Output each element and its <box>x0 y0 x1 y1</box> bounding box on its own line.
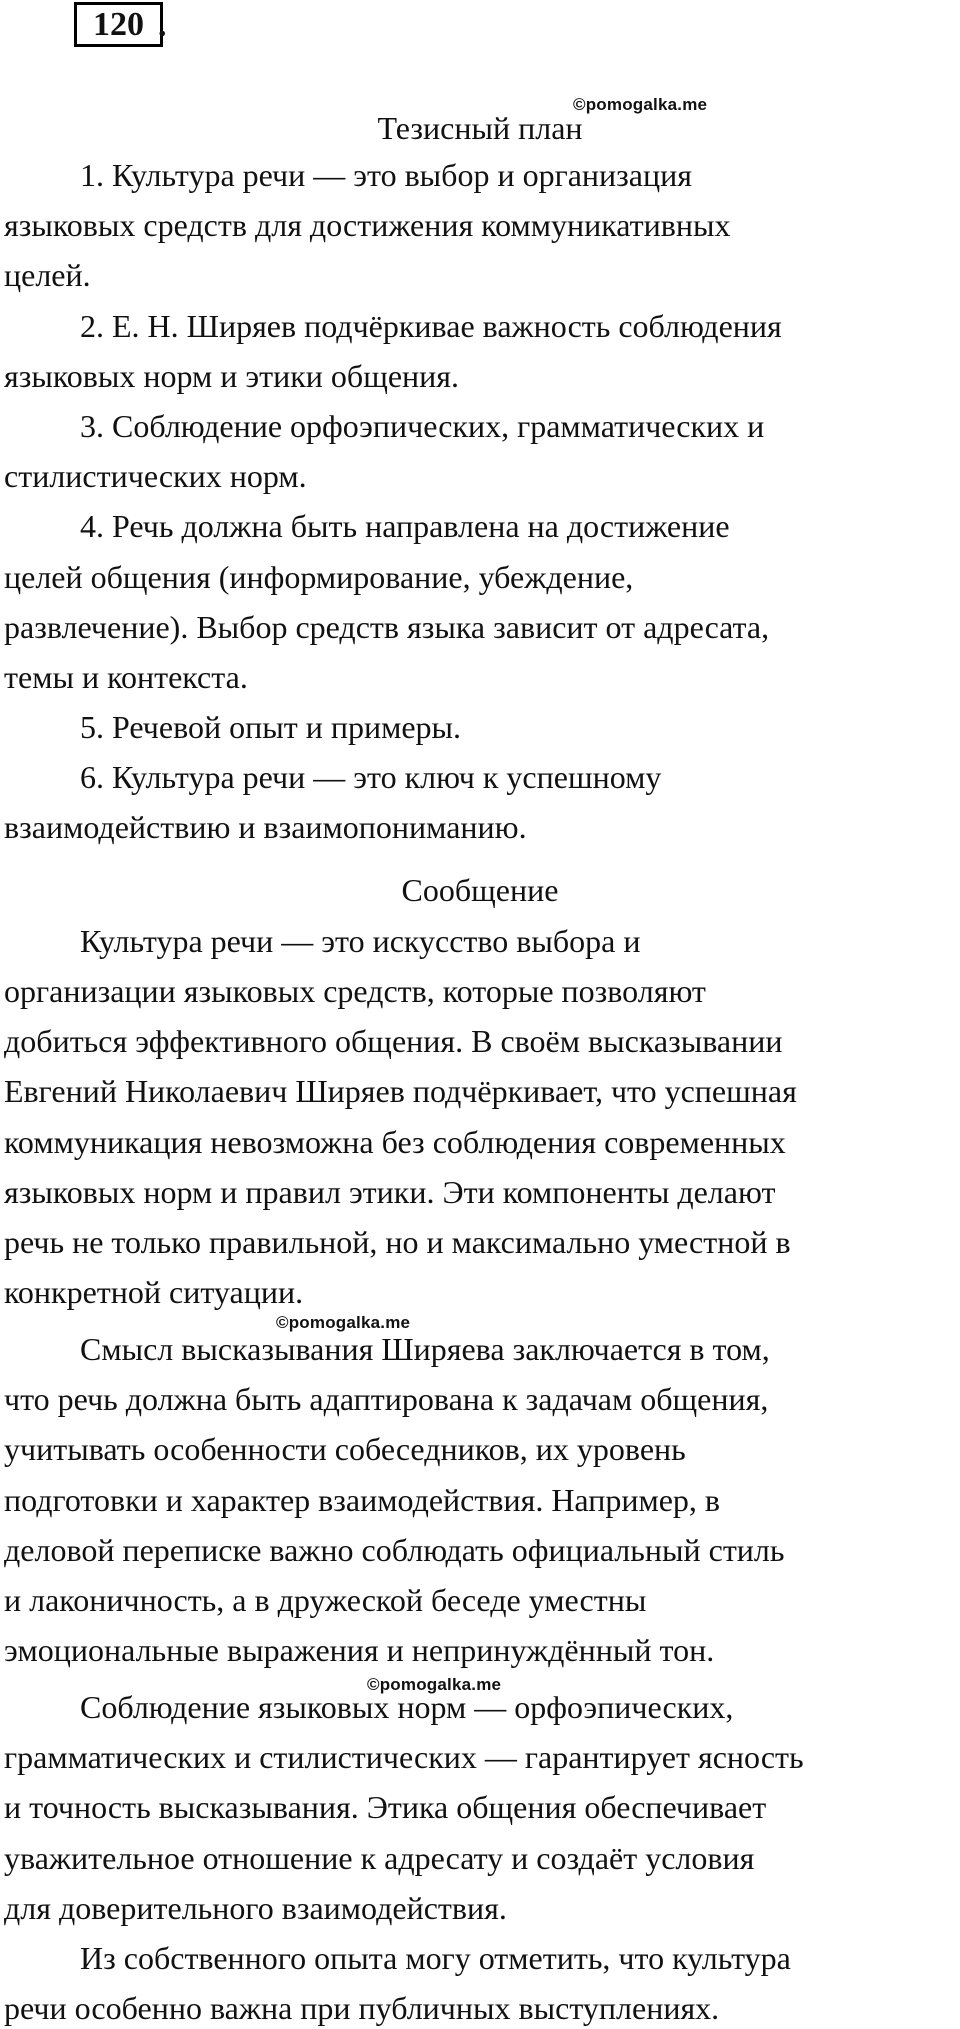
task-number-dot: . <box>158 7 167 44</box>
message-line: речь не только правильной, но и максимально уместной в <box>4 1224 791 1260</box>
watermark: ©pomogalka.me <box>367 1675 502 1694</box>
message-line: речи особенно важна при публичных выступлениях. <box>4 1990 720 2026</box>
message-line: учитывать особенности собеседников, их уровень <box>4 1431 686 1467</box>
plan-line: развлечение). Выбор средств языка зависит от адресата, <box>4 609 770 645</box>
message-line: добиться эффективного общения. В своём высказывании <box>4 1023 783 1059</box>
watermark: ©pomogalka.me <box>276 1313 411 1332</box>
message-title: Сообщение <box>401 872 559 908</box>
message-line: деловой переписке важно соблюдать официальный стиль <box>4 1532 785 1568</box>
task-number-value: 120 <box>93 6 144 43</box>
plan-line: 6. Культура речи — это ключ к успешному <box>80 759 662 795</box>
message-line: грамматических и стилистических — гарантирует ясность <box>4 1739 804 1775</box>
plan-line: языковых средств для достижения коммуникативных <box>4 207 731 243</box>
plan-line: 1. Культура речи — это выбор и организация <box>80 157 692 193</box>
message-line: и лаконичность, а в дружеской беседе уместны <box>4 1582 647 1618</box>
message-line: организации языковых средств, которые позволяют <box>4 973 706 1009</box>
plan-line: языковых норм и этики общения. <box>4 358 460 394</box>
plan-line: стилистических норм. <box>4 458 307 494</box>
plan-line: темы и контекста. <box>4 659 248 695</box>
message-line: что речь должна быть адаптирована к задачам общения, <box>4 1381 769 1417</box>
plan-line: взаимодействию и взаимопониманию. <box>4 809 527 845</box>
task-number <box>74 2 163 47</box>
message-line: Культура речи — это искусство выбора и <box>80 923 641 959</box>
message-line: эмоциональные выражения и непринуждённый тон. <box>4 1632 715 1668</box>
plan-line: 3. Соблюдение орфоэпических, грамматических и <box>80 408 765 444</box>
message-line: коммуникация невозможна без соблюдения современных <box>4 1124 786 1160</box>
plan-line: целей общения (информирование, убеждение, <box>4 559 634 595</box>
plan-line: 2. Е. Н. Ширяев подчёркивае важность соблюдения <box>80 308 782 344</box>
plan-line: 5. Речевой опыт и примеры. <box>80 709 462 745</box>
message-line: Смысл высказывания Ширяева заключается в том, <box>80 1331 770 1367</box>
plan-title: Тезисный план <box>377 110 583 146</box>
plan-line: целей. <box>4 257 91 293</box>
message-line: уважительное отношение к адресату и создаёт условия <box>4 1840 755 1876</box>
message-line: Соблюдение языковых норм — орфоэпических, <box>80 1689 734 1725</box>
watermark: ©pomogalka.me <box>573 95 708 114</box>
message-line: конкретной ситуации. <box>4 1274 304 1310</box>
message-line: и точность высказывания. Этика общения обеспечивает <box>4 1789 767 1825</box>
message-line: языковых норм и правил этики. Эти компоненты делают <box>4 1174 776 1210</box>
plan-line: 4. Речь должна быть направлена на достижение <box>80 508 730 544</box>
message-line: подготовки и характер взаимодействия. Например, в <box>4 1482 721 1518</box>
message-line: Евгений Николаевич Ширяев подчёркивает, что успешная <box>4 1073 797 1109</box>
message-line: Из собственного опыта могу отметить, что культура <box>80 1940 791 1976</box>
message-line: для доверительного взаимодействия. <box>4 1890 507 1926</box>
